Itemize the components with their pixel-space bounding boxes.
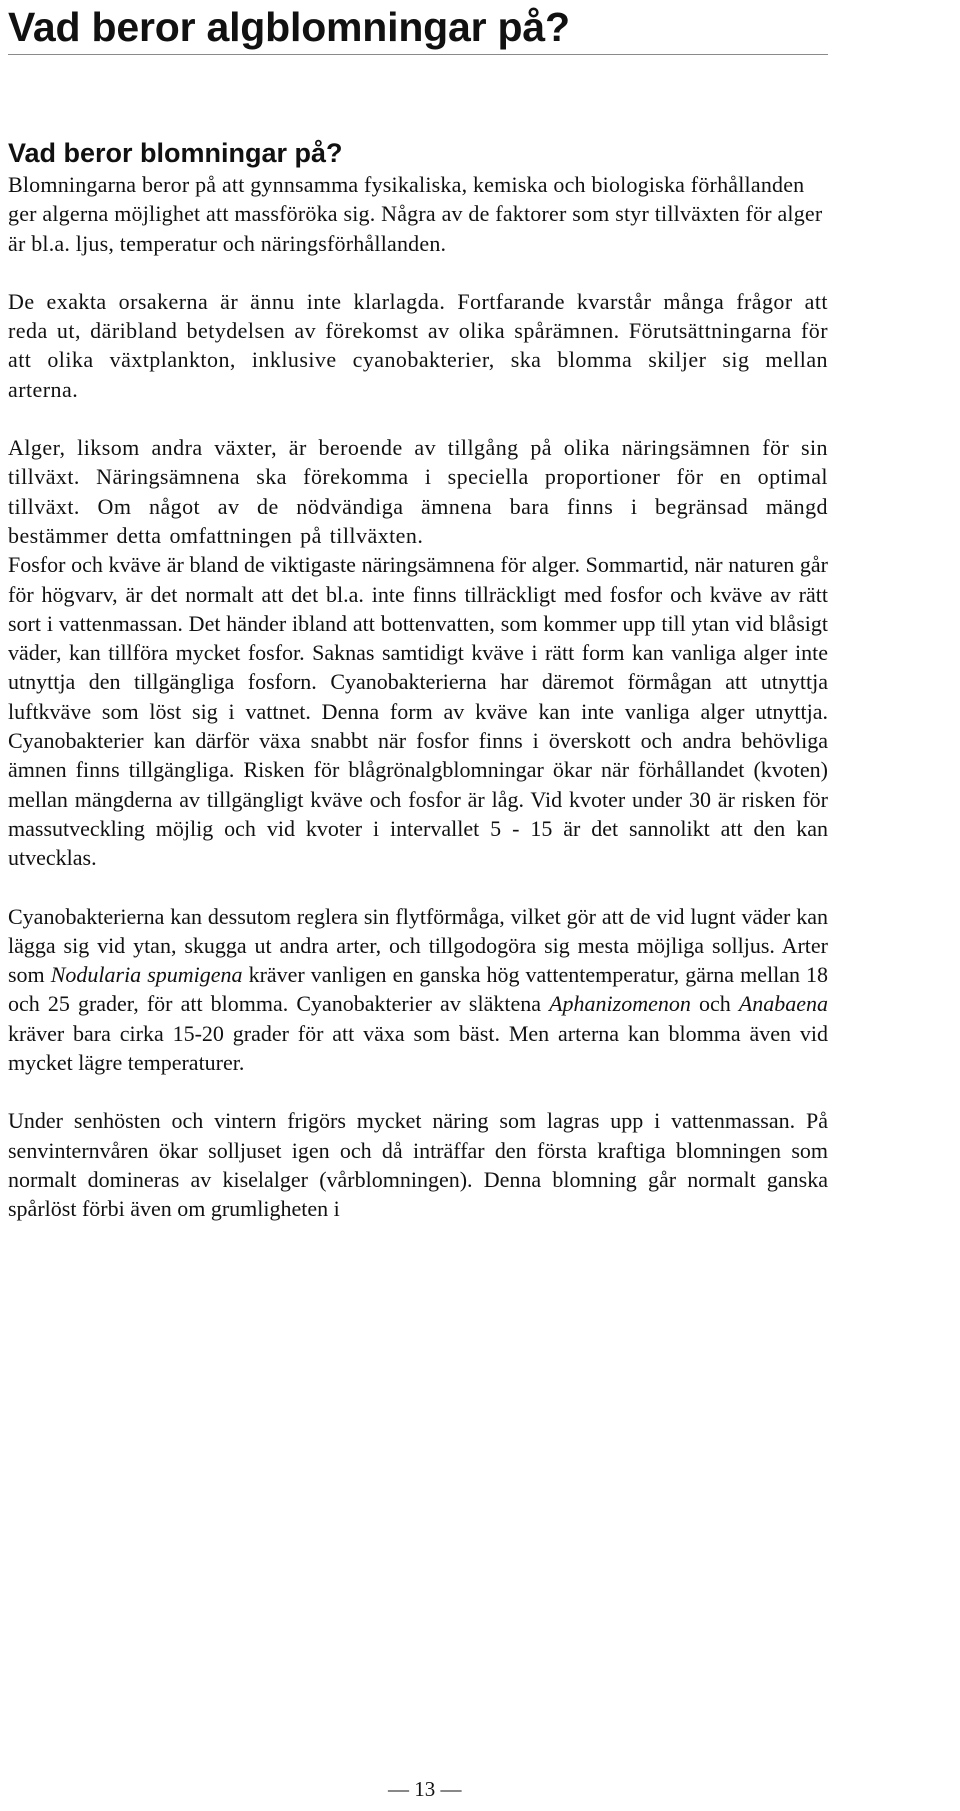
paragraph-text: och: [690, 991, 739, 1017]
page-number: — 13 —: [388, 1777, 462, 1801]
paragraph-unknown-causes: De exakta orsakerna är ännu inte klarlagda. Fortfarande kvarstår många frågor att reda ut, däribland betydelsen av förekomst av olika spårämnen. Förutsättningarna för att olika växtplankton, inklusive cyanobakterier, ska blomma skiljer sig mellan arterna.: [8, 288, 828, 402]
paragraph-growth-conditions: Blomningarna beror på att gynnsamma fysikaliska, kemiska och biologiska förhållanden ger algerna möjlighet att massföröka sig. Några av de faktorer som styr tillväxten för alger är bl.a. ljus, temperatur och näringsförhållanden.: [8, 172, 823, 256]
genus-name: Anabaena: [738, 991, 829, 1017]
paragraph-buoyancy-temperature: [8, 902, 828, 1078]
paragraph-text: kräver bara cirka 15-20 grader för att växa som bäst. Men arterna kan blomma även vid mycket lägre temperaturer.: [8, 1020, 828, 1076]
genus-name: Aphanizomenon: [549, 991, 691, 1017]
species-name: Nodularia spumigena: [50, 962, 243, 988]
paragraph-phosphorus-nitrogen: Fosfor och kväve är bland de viktigaste näringsämnena för alger. Sommartid, när naturen går för högvarv, är det normalt att det bl.a. inte finns tillräckligt med fosfor och kväve av rätt sort i vattenmassan. Det händer ibland att bottenvatten, som kommer upp till ytan vid blåsigt väder, kan tillföra mycket fosfor. Saknas samtidigt kväve i rätt form kan vanliga alger inte utnyttja den tillgängliga fosforn. Cyanobakterierna har däremot förmågan att utnyttja luftkväve som löst sig i vattnet. Denna form av kväve kan inte vanliga alger utnyttja. Cyanobakterier kan därför växa snabbt när fosfor finns i överskott och andra behövliga ämnen finns tillgängliga. Risken för blågrönalgblomningar ökar när förhållandet (kvoten) mellan mängderna av tillgängligt kväve och fosfor är låg. Vid kvoter under 30 är risken för massutveckling möjlig och vid kvoter i intervallet 5 - 15 är det sannolikt att den kan utvecklas.: [8, 552, 828, 871]
paragraph-text: kräver vanligen en ganska hög vattentemperatur, gärna mellan 18 och 25 grader, för att blomma. Cyanobakterier av släktena: [8, 962, 828, 1017]
paragraph-winter-spring: Under senhösten och vintern frigörs mycket näring som lagras upp i vattenmassan. På senvinternvåren ökar solljuset igen och då inträffar den första kraftiga blomningen som normalt domineras av kiselalger (vårblomningen). Denna blomning går normalt ganska spårlöst förbi även om grumligheten i: [8, 1108, 828, 1222]
paragraph-text: Cyanobakterierna kan dessutom reglera sin flytförmåga, vilket gör att de vid lugnt väder kan lägga sig vid ytan, skugga ut andra arter, och tillgodogöra sig mesta möjliga solljus. Arter som: [8, 903, 828, 988]
paragraph-nutrients: Alger, liksom andra växter, är beroende av tillgång på olika näringsämnen för sin tillväxt. Näringsämnena ska förekomma i speciella proportioner för en optimal tillväxt. Om något av de nödvändiga ämnena bara finns i begränsad mängd bestämmer detta omfattningen på tillväxten.: [8, 435, 828, 548]
document-page: [8, 0, 828, 1224]
title-divider: [8, 54, 828, 55]
page-title: Vad beror algblomningar på?: [8, 4, 570, 50]
section-heading: Vad beror blomningar på?: [8, 138, 343, 168]
